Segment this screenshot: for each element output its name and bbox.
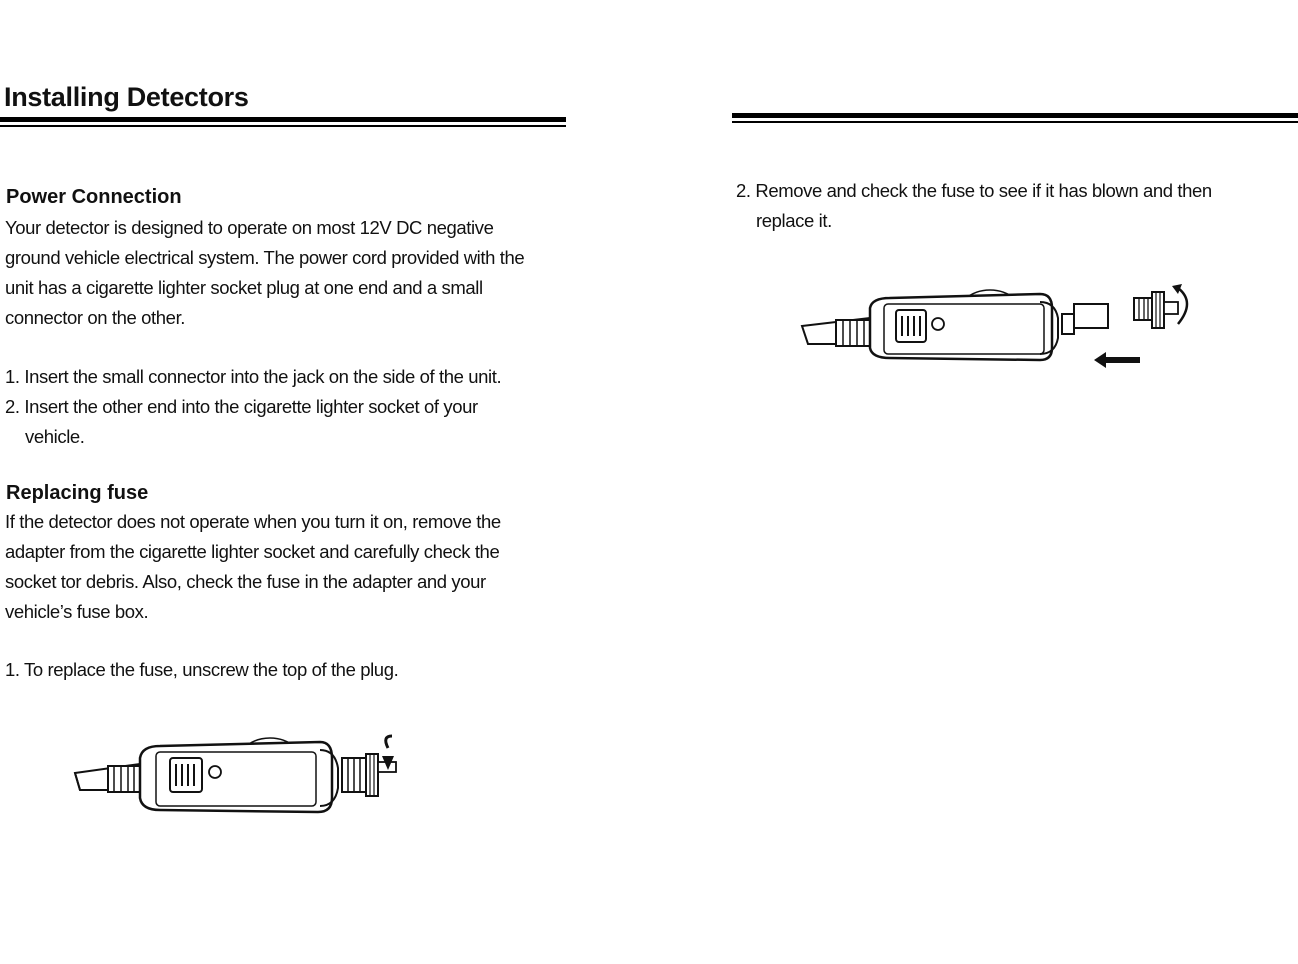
- paragraph-line: vehicle’s fuse box.: [5, 601, 149, 622]
- power-connection-heading: Power Connection: [6, 186, 182, 208]
- plug-unscrew-illustration: [70, 728, 410, 838]
- power-connection-steps: [5, 362, 585, 452]
- paragraph-line: socket tor debris. Also, check the fuse in the adapter and your: [5, 571, 486, 592]
- title-rule-thick: [0, 117, 566, 122]
- paragraph-line: If the detector does not operate when you turn it on, remove the: [5, 511, 501, 532]
- paragraph-line: unit has a cigarette lighter socket plug at one end and a small: [5, 277, 483, 298]
- paragraph-line: Your detector is designed to operate on most 12V DC negative: [5, 217, 494, 238]
- power-connection-paragraph: [5, 213, 585, 333]
- step-item: 1. Insert the small connector into the jack on the side of the unit.: [5, 366, 502, 387]
- remove-fuse-step: [736, 176, 1296, 236]
- step-item-continuation: vehicle.: [25, 426, 85, 447]
- title-rule-thin: [0, 125, 566, 127]
- right-rule-thin: [732, 121, 1298, 123]
- step-item: 2. Insert the other end into the cigarette lighter socket of your: [5, 396, 478, 417]
- page-title: Installing Detectors: [4, 82, 249, 112]
- step-item-continuation: replace it.: [756, 210, 832, 231]
- step-item: 2. Remove and check the fuse to see if it has blown and then: [736, 180, 1212, 201]
- replacing-fuse-paragraph: [5, 507, 585, 627]
- replace-fuse-step: 1. To replace the fuse, unscrew the top of the plug.: [5, 659, 399, 680]
- plug-fuse-removed-illustration: [800, 282, 1210, 372]
- paragraph-line: connector on the other.: [5, 307, 186, 328]
- paragraph-line: ground vehicle electrical system. The power cord provided with the: [5, 247, 525, 268]
- replacing-fuse-heading: Replacing fuse: [6, 482, 149, 504]
- paragraph-line: adapter from the cigarette lighter socket and carefully check the: [5, 541, 500, 562]
- right-rule-thick: [732, 113, 1298, 118]
